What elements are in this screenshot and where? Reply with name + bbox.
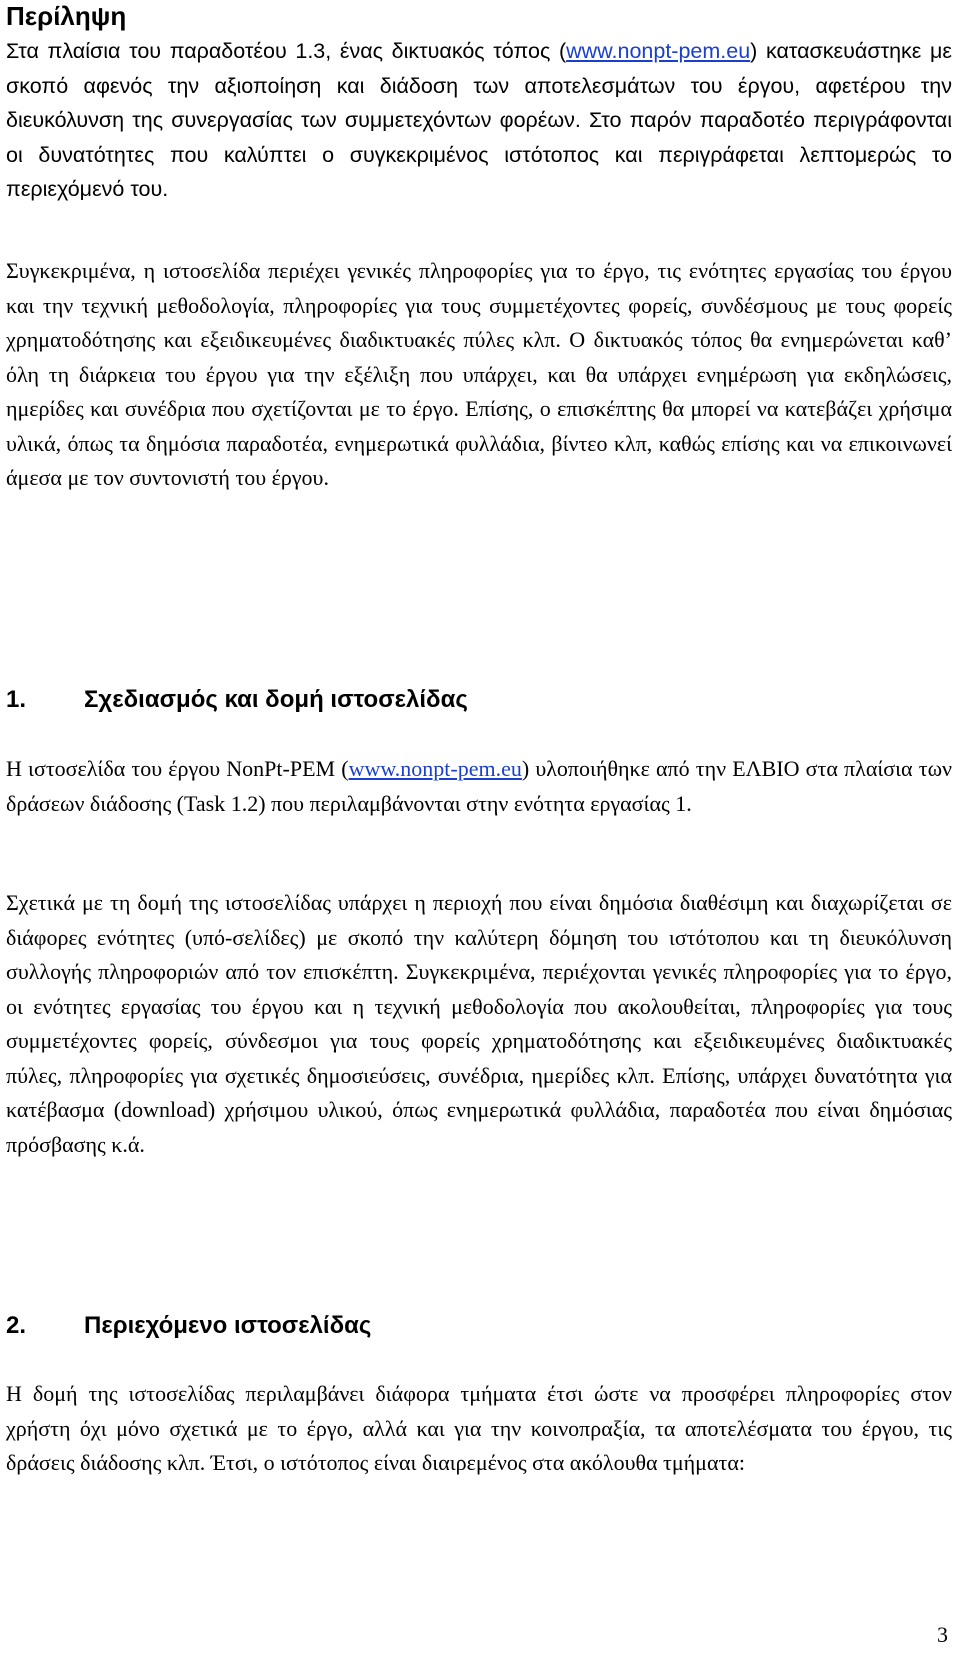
section-1-paragraph-1 <box>6 752 952 821</box>
summary-p1-pre: Στα πλαίσια του παραδοτέου 1.3, ένας δικτυακός τόπος ( <box>6 39 567 63</box>
section-1-number: 1. <box>6 686 27 713</box>
website-link-2[interactable]: www.nonpt-pem.eu <box>348 756 522 781</box>
section-2-title: Περιεχόμενο ιστοσελίδας <box>84 1312 372 1339</box>
section-1-paragraph-2: Σχετικά με τη δομή της ιστοσελίδας υπάρχει η περιοχή που είναι δημόσια διαθέσιμη και διαχωρίζεται σε διάφορες ενότητες (υπό-σελίδες) με σκοπό την καλύτερη δόμηση του ιστότοπου και τη διευκόλυνση συλλογής πληροφοριών από τον επισκέπτη. Συγκεκριμένα, περιέχονται γενικές πληροφορίες για το έργο, οι ενότητες εργασίας του έργου και η τεχνική μεθοδολογία που ακολουθείται, πληροφορίες για τους συμμετέχοντες φορείς, σύνδεσμοι για τους φορείς χρηματοδότησης και εξειδικευμένες διαδικτυακές πύλες, πληροφορίες για σχετικές δημοσιεύσεις, συνέδρια, ημερίδες κλπ. Επίσης, υπάρχει δυνατότητα για κατέβασμα (download) χρήσιμου υλικού, όπως ενημερωτικά φυλλάδια, παραδοτέα που είναι δημόσιας πρόσβασης κ.ά. <box>6 890 952 1157</box>
section-2-paragraph-1: Η δομή της ιστοσελίδας περιλαμβάνει διάφορα τμήματα έτσι ώστε να προσφέρει πληροφορίες στον χρήστη όχι μόνο σχετικά με το έργο, αλλά και για την κοινοπραξία, τα αποτελέσματα του έργου, τις δράσεις διάδοσης κλπ. Έτσι, ο ιστότοπος είναι διαιρεμένος στα ακόλουθα τμήματα: <box>6 1381 952 1475</box>
summary-paragraph-2: Συγκεκριμένα, η ιστοσελίδα περιέχει γενικές πληροφορίες για το έργο, τις ενότητες εργασίας του έργου και την τεχνική μεθοδολογία, πληροφορίες για τους συμμετέχοντες φορείς, συνδέσμους με τους φορείς χρηματοδότησης και εξειδικευμένες διαδικτυακές πύλες κλπ. Ο δικτυακός τόπος θα ενημερώνεται καθ’ όλη τη διάρκεια του έργου για την εξέλιξη που υπάρχει, και θα υπάρχει ενημέρωση για εκδηλώσεις, ημερίδες και συνέδρια που σχετίζονται με το έργο. Επίσης, ο επισκέπτης θα μπορεί να κατεβάζει χρήσιμα υλικά, όπως τα δημόσια παραδοτέα, ενημερωτικά φυλλάδια, βίντεο κλπ, καθώς επίσης και να επικοινωνεί άμεσα με τον συντονιστή του έργου. <box>6 258 952 490</box>
section-1-p1-post: ) υλοποιήθηκε από την ΕΛΒΙΟ στα πλαίσια των δράσεων διάδοσης (Task 1.2) που περιλαμβάνονται στην ενότητα εργασίας 1. <box>6 756 952 816</box>
section-2-number: 2. <box>6 1312 27 1339</box>
summary-paragraph-1 <box>6 34 952 207</box>
page-number: 3 <box>937 1622 948 1647</box>
section-2-heading <box>6 1310 946 1342</box>
section-1-p1-pre: Η ιστοσελίδα του έργου NonPt-PEM ( <box>6 756 349 781</box>
section-1-title: Σχεδιασμός και δομή ιστοσελίδας <box>84 686 468 713</box>
website-link[interactable]: www.nonpt-pem.eu <box>566 39 751 63</box>
summary-heading: Περίληψη <box>6 1 127 31</box>
section-1-heading <box>6 684 946 716</box>
summary-p1-post: ) κατασκευάστηκε με σκοπό αφενός την αξιοποίηση και διάδοση των αποτελεσμάτων του έργου, αφετέρου την διευκόλυνση της συνεργασίας των συμμετεχόντων φορέων. Στο παρόν παραδοτέο περιγράφονται οι δυνατότητες που καλύπτει ο συγκεκριμένος ιστότοπος και περιγράφεται λεπτομερώς το περιεχόμενό του. <box>6 39 952 201</box>
